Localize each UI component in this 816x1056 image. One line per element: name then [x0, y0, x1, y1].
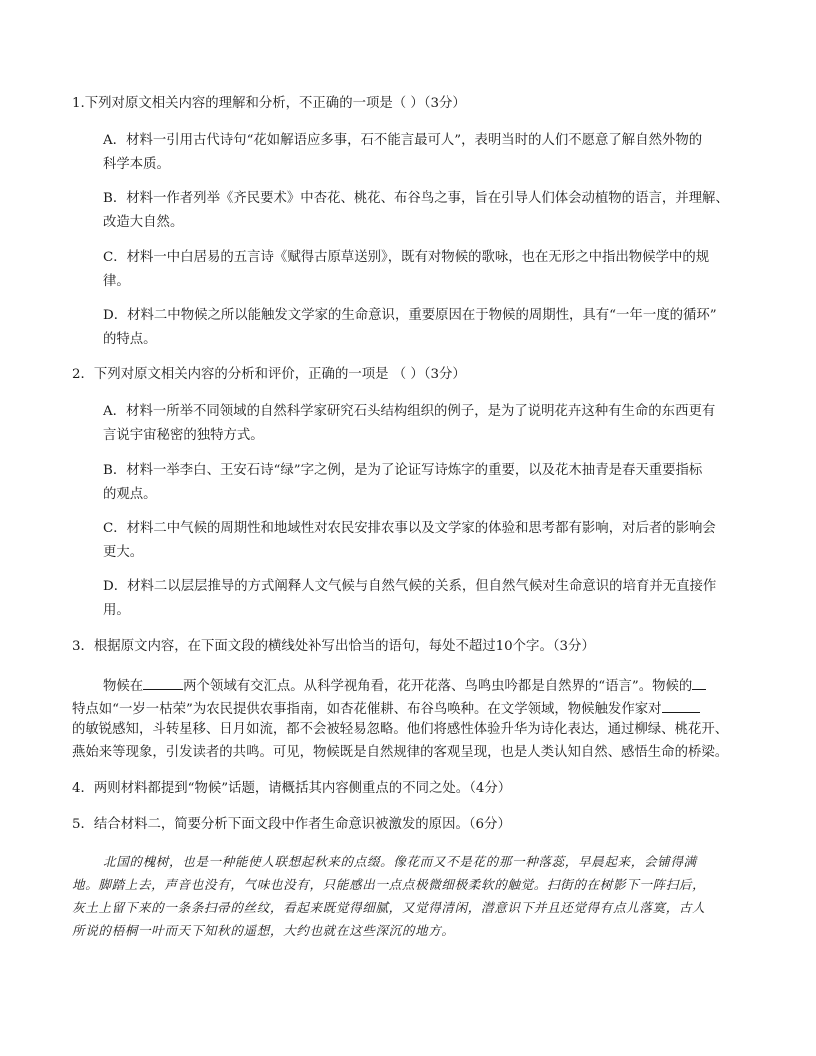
question-3-stem: 3．根据原文内容，在下面文段的横线处补写出恰当的语句，每处不超过10个字。（3分） [72, 639, 595, 654]
q1-option-a-line2: 科学本质。 [103, 157, 170, 172]
q3-blank-1[interactable] [143, 674, 183, 690]
q2-option-d-line2: 用。 [103, 603, 130, 618]
q3-text-1a: 物候在 [103, 679, 144, 694]
q1-option-d-line2: 的特点。 [103, 332, 157, 347]
q3-paragraph-line1 [103, 674, 706, 697]
q5-excerpt-line1: 北国的槐树，也是一种能使人联想起秋来的点缀。像花而又不是花的那一种落蕊，早晨起来，会铺得满 [103, 854, 697, 869]
q3-paragraph-line3: 的敏锐感知，斗转星移、日月如流，都不会被轻易忽略。他们将感性体验升华为诗化表达，通过柳绿、桃花开、 [72, 722, 729, 737]
q2-option-d-line1: D．材料二以层层推导的方式阐释人文气候与自然气候的关系，但自然气候对生命意识的培育并无直接作 [103, 579, 717, 594]
q3-blank-3[interactable] [662, 697, 700, 713]
q5-excerpt-line4: 所说的梧桐一叶而天下知秋的遥想，大约也就在这些深沉的地方。 [72, 923, 455, 938]
q3-text-2a: 特点如“一岁一枯荣”为农民提供农事指南，如杏花催耕、布谷鸟唤种。在文学领域，物候触发作家对 [72, 702, 662, 717]
q1-option-d-line1: D．材料二中物候之所以能触发文学家的生命意识，重要原因在于物候的周期性，具有“一年一度的循环” [103, 308, 717, 323]
q1-option-b-line1: B．材料一作者列举《齐民要术》中杏花、桃花、布谷鸟之事，旨在引导人们体会动植物的语言，并理解、 [103, 191, 729, 206]
q5-excerpt-line3: 灰土上留下来的一条条扫帚的丝纹，看起来既觉得细腻，又觉得清闲，潜意识下并且还觉得有点儿落寞，古人 [72, 900, 706, 915]
question-5-stem: 5．结合材料二，简要分析下面文段中作者生命意识被激发的原因。（6分） [72, 817, 511, 832]
q2-option-a-line2: 言说宇宙秘密的独特方式。 [103, 428, 264, 443]
q2-option-b-line1: B．材料一举李白、王安石诗“绿”字之例，是为了论证写诗炼字的重要，以及花木抽青是春天重要指标 [103, 463, 703, 478]
q1-option-b-line2: 改造大自然。 [103, 215, 184, 230]
question-2-stem: 2．下列对原文相关内容的分析和评价，正确的一项是 （ ）（3分） [72, 367, 466, 382]
question-1-stem: 1.下列对原文相关内容的理解和分析，不正确的一项是（ ）（3分） [72, 96, 466, 111]
q1-option-c-line2: 律。 [103, 274, 130, 289]
q2-option-c-line1: C．材料二中气候的周期性和地域性对农民安排农事以及文学家的体验和思考都有影响，对后者的影响会 [103, 521, 716, 536]
q2-option-a-line1: A．材料一所举不同领域的自然科学家研究石头结构组织的例子，是为了说明花卉这种有生命的东西更有 [103, 404, 716, 419]
q3-blank-2[interactable] [692, 674, 706, 690]
question-4-stem: 4．两则材料都提到“物候”话题，请概括其内容侧重点的不同之处。（4分） [72, 781, 512, 796]
q1-option-a-line1: A．材料一引用古代诗句“花如解语应多事，石不能言最可人”，表明当时的人们不愿意了解自然外物的 [103, 133, 703, 148]
q2-option-c-line2: 更大。 [103, 545, 144, 560]
q2-option-b-line2: 的观点。 [103, 487, 157, 502]
q1-option-c-line1: C．材料一中白居易的五言诗《赋得古原草送别》，既有对物候的歌咏，也在无形之中指出物候学中的规 [103, 250, 710, 265]
q3-text-1b: 两个领域有交汇点。从科学视角看，花开花落、鸟鸣虫吟都是自然界的“语言”。物候的 [183, 679, 693, 694]
q3-paragraph-line4: 燕始来等现象，引发读者的共鸣。可见，物候既是自然规律的客观呈现，也是人类认知自然、感悟生命的桥梁。 [72, 745, 729, 760]
q5-excerpt-line2: 地。脚踏上去，声音也没有，气味也没有，只能感出一点点极微细极柔软的触觉。扫街的在树影下一阵扫后， [72, 877, 706, 892]
q3-paragraph-line2 [72, 697, 700, 720]
